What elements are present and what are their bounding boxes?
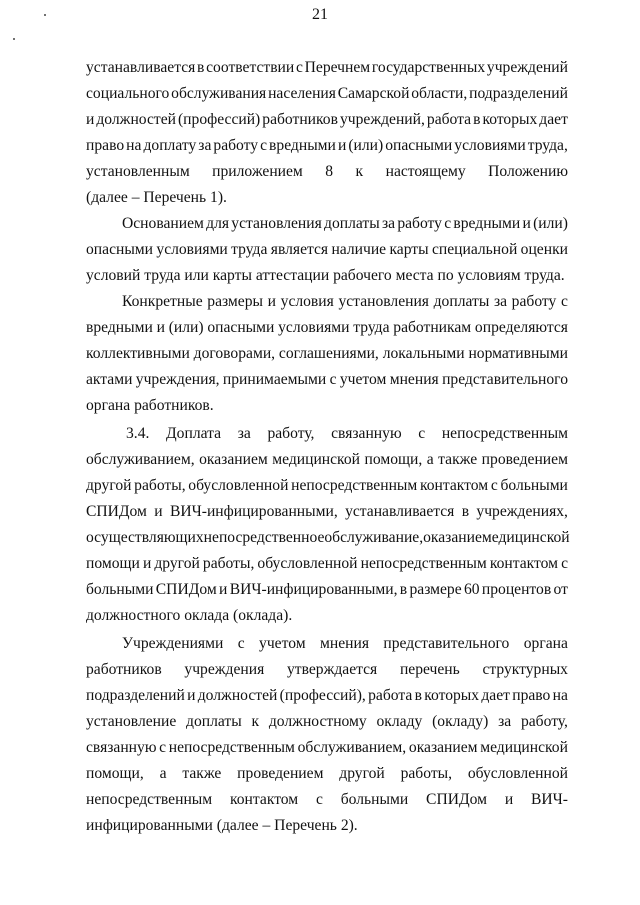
word: работу	[397, 215, 442, 232]
word: области,	[411, 85, 468, 102]
word: больными	[500, 477, 568, 494]
text-line	[86, 136, 568, 156]
word: должностей	[197, 687, 278, 704]
word: СПИДом	[86, 503, 147, 520]
word: установление	[86, 713, 177, 730]
text-line	[86, 450, 568, 470]
word: и	[187, 687, 196, 704]
word: работу	[511, 293, 557, 310]
word: (или)	[348, 137, 384, 154]
word: другой	[339, 765, 385, 782]
word: государственных	[371, 59, 486, 76]
word: к	[355, 163, 364, 180]
word: доплату	[143, 137, 197, 154]
word: установленным	[86, 163, 190, 180]
word: и	[156, 319, 165, 336]
text-line	[86, 58, 568, 78]
word: соглашениями,	[278, 345, 379, 362]
page-number: 21	[312, 6, 328, 23]
word: больными	[340, 791, 409, 808]
word: непосредственным	[360, 555, 487, 572]
word: на	[552, 687, 568, 704]
word: с	[316, 791, 323, 808]
word: и	[267, 293, 276, 310]
word: настоящему	[385, 163, 466, 180]
word: и	[522, 215, 531, 232]
word: условиями	[156, 241, 228, 258]
word: 8	[325, 163, 334, 180]
word: перечень	[399, 661, 460, 678]
text-line	[86, 476, 568, 496]
word: с	[490, 477, 498, 494]
word: приложением	[212, 163, 303, 180]
word: условия	[280, 293, 334, 310]
word: работа	[368, 687, 413, 704]
word: вредными	[86, 319, 153, 336]
text-line	[122, 214, 568, 234]
word: оказание	[423, 529, 482, 546]
word: утверждается	[286, 661, 378, 678]
text-line	[86, 84, 568, 104]
word: ВИЧ-инфицированными,	[229, 581, 398, 598]
text-line	[86, 764, 568, 784]
text-line	[86, 318, 568, 338]
word: дает	[539, 111, 568, 128]
word: учреждения,	[135, 371, 220, 388]
word: непосредственным	[168, 739, 295, 756]
word: медицинской	[272, 451, 360, 468]
word: в	[414, 687, 422, 704]
word: условиями	[454, 137, 526, 154]
word: Самарской	[337, 85, 410, 102]
word: работы,	[202, 555, 255, 572]
text-line	[122, 634, 568, 654]
word: работников	[262, 111, 338, 128]
word: социального	[86, 85, 170, 102]
word: Конкретные	[122, 293, 203, 310]
text-line: должностного оклада (оклада).	[86, 607, 293, 624]
word: непосредственным	[291, 477, 418, 494]
word: представительного	[383, 635, 510, 652]
text-line	[86, 580, 568, 600]
word: контактом	[489, 555, 559, 572]
word: СПИДом	[155, 581, 217, 598]
word: (профессий),	[279, 687, 366, 704]
word: нормативными	[468, 345, 568, 362]
word: помощи,	[86, 765, 144, 782]
word: работникам	[393, 319, 472, 336]
word: (или)	[533, 215, 568, 232]
word: и	[337, 137, 347, 154]
word: за	[498, 713, 512, 730]
word: условиями	[278, 319, 350, 336]
word: работу	[213, 137, 259, 154]
word: с	[329, 371, 337, 388]
word: учреждений,	[339, 111, 425, 128]
word: и	[86, 111, 95, 128]
word: (окладу)	[432, 713, 489, 730]
word: обусловленной	[467, 765, 568, 782]
word: за	[198, 137, 212, 154]
word: наличие	[331, 241, 387, 258]
word: вредными	[453, 215, 521, 232]
word: непосредственным	[86, 791, 213, 808]
word: договорами,	[193, 345, 276, 362]
word: обусловленной	[257, 555, 358, 572]
text-line	[86, 502, 568, 522]
word: с	[159, 739, 167, 756]
word: установления	[231, 215, 322, 232]
word: с	[418, 425, 426, 442]
word: работы,	[400, 765, 453, 782]
word: ВИЧ-	[531, 791, 568, 808]
word: контактом	[229, 791, 299, 808]
word: а	[159, 765, 167, 782]
word: в	[461, 503, 470, 520]
word: соответствии	[206, 59, 295, 76]
word: работу,	[520, 713, 568, 730]
word: обслуживанием,	[297, 739, 407, 756]
word: Основанием	[122, 215, 204, 232]
word: обслуживания	[171, 85, 267, 102]
word: определяются	[474, 319, 568, 336]
text-line: условий труда или карты аттестации рабочего места по условиям труда.	[86, 267, 565, 284]
word: учетом	[259, 635, 306, 652]
word: структурных	[482, 661, 568, 678]
text-line	[86, 110, 568, 130]
word: коллективными	[86, 345, 190, 362]
word: которых	[482, 111, 538, 128]
word: учетом	[339, 371, 387, 388]
word: оказанием	[408, 739, 478, 756]
word: работа	[426, 111, 472, 128]
word: установления	[338, 293, 429, 310]
word: с	[561, 555, 568, 572]
word: и	[504, 791, 514, 808]
word: процентов	[481, 581, 552, 598]
word: должностному	[268, 713, 367, 730]
word: опасными	[385, 137, 453, 154]
word: с	[260, 137, 268, 154]
word: помощи,	[364, 451, 423, 468]
word: контактом	[419, 477, 489, 494]
word: Перечнем	[304, 59, 371, 76]
word: СПИДом	[426, 791, 487, 808]
word: принимаемыми	[222, 371, 327, 388]
word: с	[237, 635, 245, 652]
word: размеры	[207, 293, 263, 310]
text-line	[86, 712, 568, 732]
word: труда,	[527, 137, 568, 154]
word: которых	[424, 687, 480, 704]
word: с	[560, 293, 568, 310]
word: учреждениях,	[476, 503, 568, 520]
word: подразделений	[86, 687, 185, 704]
word: для	[206, 215, 230, 232]
word: другой	[86, 477, 132, 494]
text-line	[86, 686, 568, 706]
word: Доплата	[166, 425, 222, 442]
word: с	[296, 59, 303, 76]
text-line	[86, 344, 568, 364]
word: учреждений	[486, 59, 568, 76]
word: связанную	[331, 425, 402, 442]
word: осуществляющих	[86, 529, 204, 546]
word: доплаты	[324, 215, 380, 232]
word: специальной	[431, 241, 518, 258]
word: оценки	[520, 241, 568, 258]
word: доплаты	[186, 713, 242, 730]
word: работы,	[134, 477, 186, 494]
word: Положению	[488, 163, 568, 180]
word: (или)	[168, 319, 204, 336]
word: за	[237, 425, 251, 442]
text-line	[86, 554, 568, 574]
word: доплаты	[433, 293, 490, 310]
text-line	[86, 660, 568, 680]
word: также	[182, 765, 222, 782]
word: за	[493, 293, 508, 310]
word: должностей	[96, 111, 176, 128]
word: мнения	[320, 635, 369, 652]
word: проведением	[481, 451, 568, 468]
word: медицинской	[481, 529, 570, 546]
word: устанавливается	[345, 503, 455, 520]
word: на	[126, 137, 142, 154]
word: в	[399, 581, 408, 598]
word: обслуживание,	[324, 529, 424, 546]
word: Учреждениями	[122, 635, 224, 652]
word: за	[381, 215, 396, 232]
word: медицинской	[480, 739, 568, 756]
word: вредными	[269, 137, 336, 154]
text-line	[86, 738, 568, 758]
word: работу,	[267, 425, 315, 442]
word: проведением	[237, 765, 324, 782]
word: локальными	[382, 345, 465, 362]
word: труда	[353, 319, 390, 336]
word: другой	[154, 555, 200, 572]
word: мнения	[389, 371, 439, 388]
text-line	[86, 528, 568, 548]
word: больными	[86, 581, 154, 598]
word: обусловленной	[188, 477, 289, 494]
word: обслуживанием,	[86, 451, 195, 468]
word: связанную	[86, 739, 157, 756]
word: непосредственным	[441, 425, 568, 442]
word: устанавливается	[86, 59, 196, 76]
word: а	[426, 451, 434, 468]
word: актами	[86, 371, 133, 388]
word: (профессий)	[177, 111, 261, 128]
word: труда	[231, 241, 268, 258]
text-line: (далее – Перечень 1).	[86, 189, 227, 206]
text-line: инфицированными (далее – Перечень 2).	[86, 817, 358, 834]
word: является	[270, 241, 329, 258]
word: в	[197, 59, 205, 76]
text-line	[86, 790, 568, 810]
word: опасными	[86, 241, 154, 258]
text-line	[86, 240, 568, 260]
word: от	[553, 581, 568, 598]
word: дает	[481, 687, 510, 704]
word: населения	[268, 85, 336, 102]
word: ВИЧ-инфицированными,	[169, 503, 338, 520]
word: в	[473, 111, 481, 128]
text-line	[122, 292, 568, 312]
text-line	[86, 370, 568, 390]
word: органа	[523, 635, 568, 652]
word: представительного	[442, 371, 568, 388]
word: непосредственное	[203, 529, 325, 546]
text-line	[126, 424, 568, 444]
word: карты	[389, 241, 429, 258]
text-line: органа работников.	[86, 397, 214, 414]
word: с	[444, 215, 452, 232]
word: окладу	[376, 713, 423, 730]
word: работников	[86, 661, 162, 678]
word: право	[86, 137, 125, 154]
text-line	[86, 162, 568, 182]
word: оказанием	[199, 451, 268, 468]
word: право	[512, 687, 551, 704]
word: размере	[409, 581, 462, 598]
word: опасными	[207, 319, 275, 336]
word: и	[154, 503, 163, 520]
word: и	[219, 581, 228, 598]
scan-speck	[13, 38, 15, 40]
word: учреждения	[184, 661, 265, 678]
word: к	[251, 713, 260, 730]
word: подразделений	[469, 85, 568, 102]
word: помощи	[86, 555, 140, 572]
word: и	[142, 555, 152, 572]
word: 60	[463, 581, 480, 598]
section-number: 3.4.	[126, 425, 150, 442]
word: также	[438, 451, 478, 468]
